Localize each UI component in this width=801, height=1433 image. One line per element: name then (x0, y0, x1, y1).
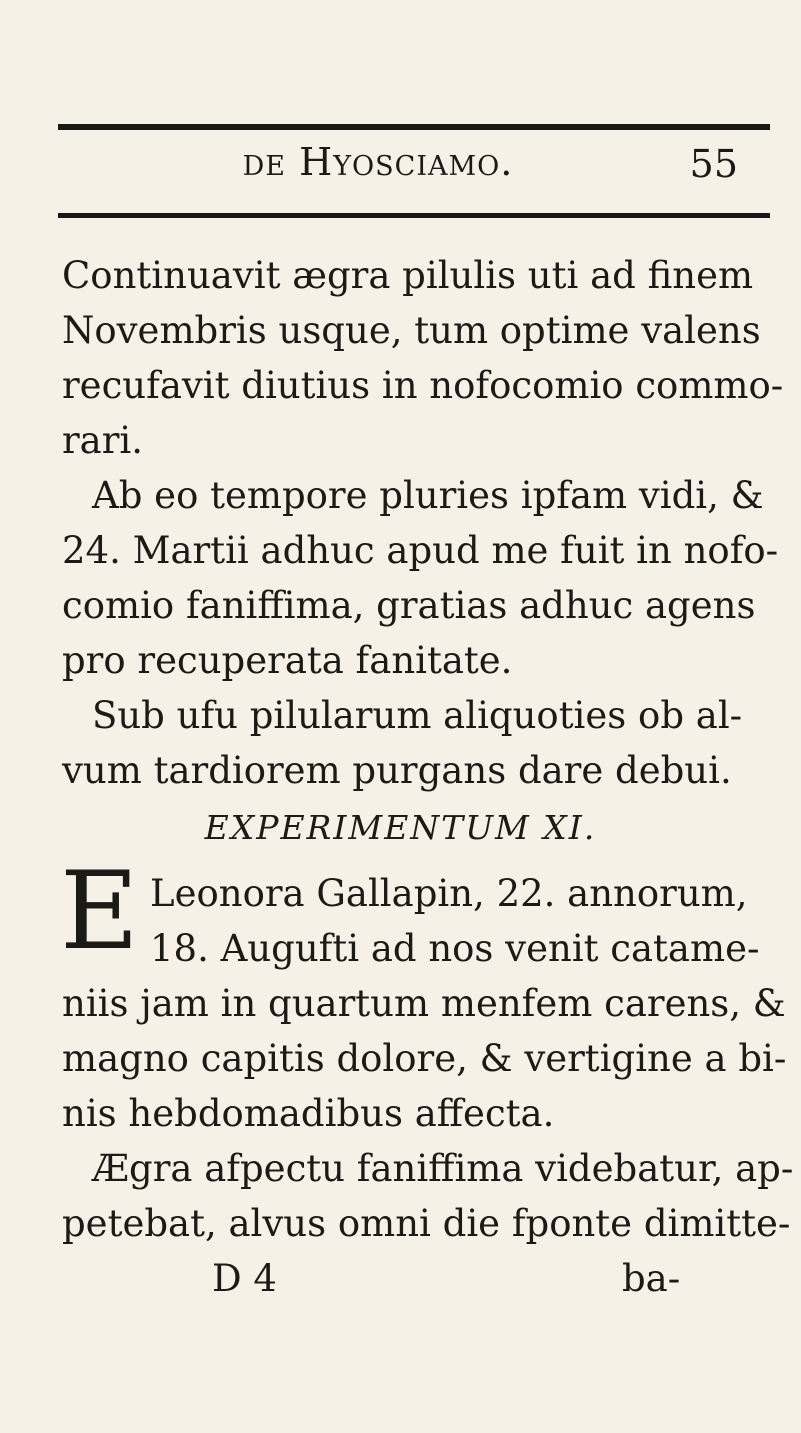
text-line: vum tardiorem purgans dare debui. (62, 749, 732, 792)
experiment-heading: EXPERIMENTUM XI. (204, 808, 597, 847)
catchword: ba- (622, 1257, 681, 1300)
text-line: pro recuperata fanitate. (62, 639, 513, 682)
text-line: recufavit diutius in nofocomio commo- (62, 364, 784, 407)
drop-initial: E (60, 849, 139, 974)
text-line: Sub ufu pilularum aliquoties ob al- (92, 694, 743, 737)
header-rule-bottom (58, 213, 770, 218)
text-line: Continuavit ægra pilulis uti ad finem (62, 254, 754, 297)
text-line: comio faniffima, gratias adhuc agens (62, 584, 756, 627)
text-line: Leonora Gallapin, 22. annorum, (150, 872, 748, 915)
signature-mark: D 4 (212, 1257, 277, 1300)
text-line: nis hebdomadibus affecta. (62, 1092, 555, 1135)
text-line: niis jam in quartum menfem carens, & (62, 982, 786, 1025)
header-rule-top (58, 124, 770, 130)
text-line: rari. (62, 419, 144, 462)
text-line: Novembris usque, tum optime valens (62, 309, 761, 352)
text-line: Ab eo tempore pluries ipfam vidi, & (92, 474, 764, 517)
text-line: 18. Augufti ad nos venit catame- (150, 927, 760, 970)
text-line: Ægra afpectu faniffima videbatur, ap- (92, 1147, 794, 1190)
running-head (58, 140, 770, 202)
text-line: magno capitis dolore, & vertigine a bi- (62, 1037, 787, 1080)
text-line: petebat, alvus omni die fponte dimitte- (62, 1202, 791, 1245)
running-head-title: de Hyosciamo. (242, 140, 514, 184)
text-line: 24. Martii adhuc apud me fuit in nofo- (62, 529, 779, 572)
page-number: 55 (689, 142, 738, 186)
